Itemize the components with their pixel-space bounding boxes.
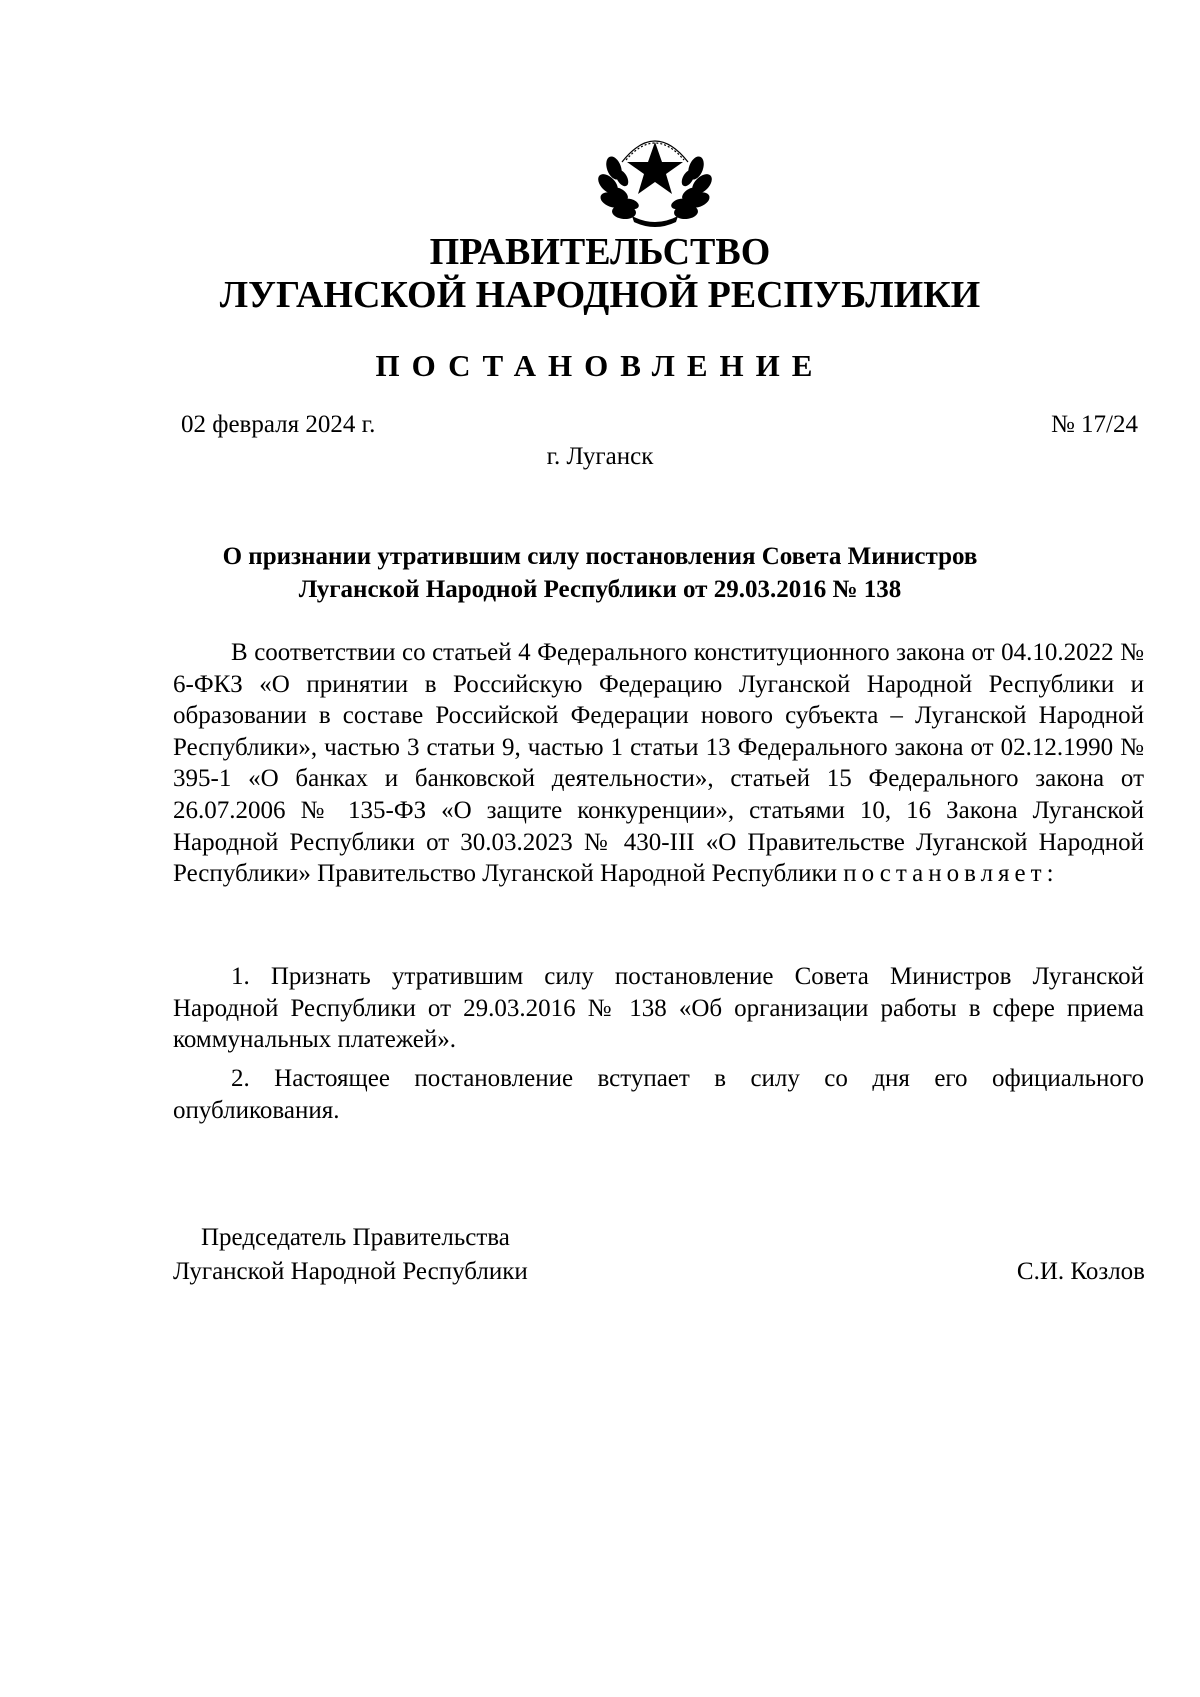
document-date: 02 февраля 2024 г.	[181, 411, 376, 438]
subject-line2: Луганской Народной Республики от 29.03.2016 № 138	[298, 576, 902, 603]
resolution-item-1: 1. Признать утратившим силу постановление Совета Министров Луганской Народной Республики от 29.03.2016 № 138 «Об организации работы в сфере приема коммунальных платежей».	[173, 963, 1144, 1054]
document-number: № 17/24	[1050, 411, 1138, 438]
resolves-word: постановляет:	[843, 860, 1059, 888]
subject-line1: О признании утратившим силу постановления Совета Министров	[222, 543, 978, 570]
government-title-line1: ПРАВИТЕЛЬСТВО	[429, 231, 771, 273]
document-type: ПОСТАНОВЛЕНИЕ	[375, 348, 825, 383]
government-title-line2: ЛУГАНСКОЙ НАРОДНОЙ РЕСПУБЛИКИ	[219, 274, 981, 316]
preamble-paragraph	[173, 637, 1144, 890]
document-subject	[110, 540, 1090, 606]
coat-of-arms-emblem-icon	[592, 118, 718, 228]
signatory-position-line2: Луганской Народной Республики	[173, 1258, 528, 1285]
resolution-item-2: 2. Настоящее постановление вступает в силу со дня его официального опубликования.	[173, 1065, 1144, 1124]
signatory-name: С.И. Козлов	[1016, 1258, 1145, 1285]
preamble-text: В соответствии со статьей 4 Федерального конституционного закона от 04.10.2022 № 6-ФКЗ «О принятии в Российскую Федерацию Луганской Народной Республики и образовании в составе Российской Федерации нового субъекта – Луганской Народной Республики», частью 3 статьи 9, частью 1 статьи 13 Федерального закона от 02.12.1990 № 395-1 «О банках и банковской деятельности», статьей 15 Федерального закона от 26.07.2006 № 135-ФЗ «О защите конкуренции», статьями 10, 16 Закона Луганской Народной Республики от 30.03.2023 № 430-III «О Правительстве Луганской Народной Республики» Правительство Луганской Народной Республики	[173, 639, 1144, 888]
signatory-position-line1: Председатель Правительства	[201, 1224, 510, 1251]
document-city: г. Луганск	[546, 443, 654, 470]
